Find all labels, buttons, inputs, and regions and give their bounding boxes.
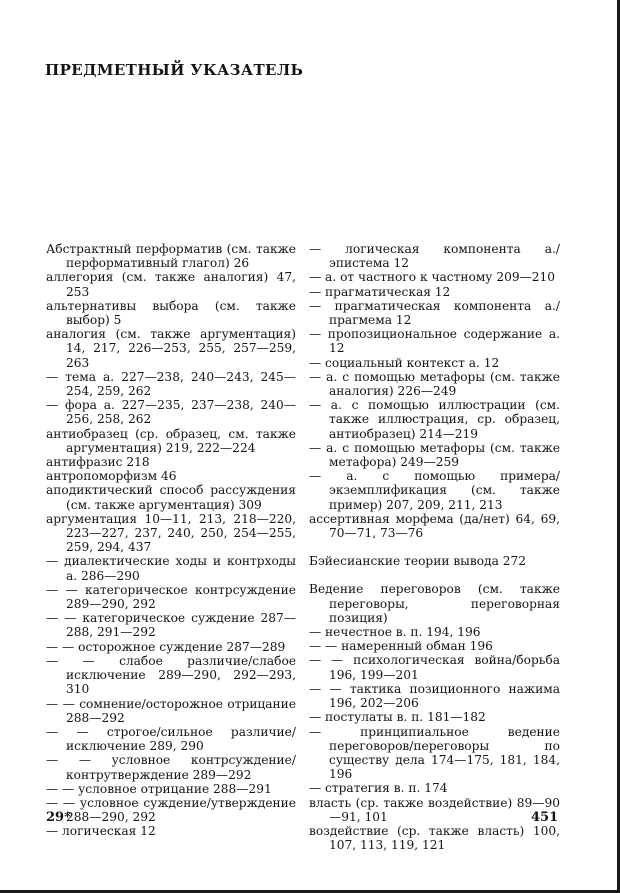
index-entry: — тема а. 227—238, 240—243, 245—254, 259, 262 [46, 369, 296, 399]
index-entry: — логическая компонента а./эпистема 12 [309, 242, 560, 271]
index-entry: Бэйесианские теории вывода 272 [309, 554, 526, 569]
index-entry: альтернативы выбора (см. также выбор) 5 [46, 298, 296, 328]
page-number: 451 [531, 810, 559, 825]
index-entry: — — намеренный обман 196 [309, 639, 493, 654]
index-entry: — — условное контрсуждение/ контрутверждение 289—292 [46, 753, 296, 782]
signature-mark: 29* [46, 810, 71, 825]
index-entry: — логическая 12 [46, 824, 156, 839]
index-entry: — — категорическое контрсуждение 289—290, 292 [46, 582, 296, 612]
index-column-left [46, 242, 296, 839]
index-entry: — а. с помощью иллюстрации (см. также иллюстрация, ср. образец, антиобразец) 214—219 [309, 398, 560, 441]
index-entry: — пропозициональное содержание а. 12 [309, 327, 560, 356]
index-entry: — а. с помощью метафоры (см. также аналогия) 226—249 [309, 369, 560, 399]
index-entry: — постулаты в. п. 181—182 [309, 710, 486, 725]
page-title: ПРЕДМЕТНЫЙ УКАЗАТЕЛЬ [45, 61, 304, 79]
index-entry: антифразис 218 [46, 455, 150, 470]
index-entry: власть (ср. также воздействие) 89—90—91, 101 [309, 795, 560, 824]
index-entry: — — психологическая война/борьба 196, 199—201 [309, 653, 560, 682]
index-entry: — — условное отрицание 288—291 [46, 781, 272, 796]
index-entry: — прагматическая компонента а./ прагмема 12 [309, 298, 560, 328]
index-entry: аргументация 10—11, 213, 218—220, 223—227, 237, 240, 250, 254—255, 259, 294, 437 [46, 511, 296, 555]
index-entry: — — сомнение/осторожное отрицание 288—292 [46, 696, 296, 725]
index-entry: Ведение переговоров (см. также переговоры, переговорная позиция) [309, 582, 560, 625]
index-entry: воздействие (ср. также власть) 100, 107, 113, 119, 121 [309, 823, 560, 853]
index-entry: — — слабое различие/слабое исключение 289—290, 292—293, 310 [46, 653, 296, 697]
index-entry: — — категорическое суждение 287—288, 291—292 [46, 611, 296, 640]
index-entry: аподиктический способ рассуждения (см. также аргументация) 309 [46, 483, 296, 512]
index-entry: — стратегия в. п. 174 [309, 781, 448, 796]
index-entry: Абстрактный перформатив (см. также перформативный глагол) 26 [46, 242, 296, 271]
index-entry: антиобразец (ср. образец, см. также аргументация) 219, 222—224 [46, 426, 296, 455]
index-entry: — а. от частного к частному 209—210 [309, 270, 556, 285]
index-entry: — — строгое/сильное различие/исключение 289, 290 [46, 724, 296, 754]
index-entry: — а. с помощью метафоры (см. также метафора) 249—259 [309, 440, 560, 470]
index-entry: аллегория (см. также аналогия) 47, 253 [46, 270, 296, 299]
index-entry: — а. с помощью примера/экземплификация (см. также пример) 207, 209, 211, 213 [309, 469, 560, 512]
index-entry: — прагматическая 12 [309, 284, 451, 299]
index-entry: — — осторожное суждение 287—289 [46, 639, 286, 654]
index-entry: ассертивная морфема (да/нет) 64, 69, 70—71, 73—76 [309, 511, 560, 541]
index-column-right [309, 242, 560, 852]
index-entry: — социальный контекст а. 12 [309, 355, 500, 370]
index-entry: — — условное суждение/утверждение 288—290, 292 [46, 795, 296, 825]
index-entry: аналогия (см. также аргументация) 14, 217, 226—253, 255, 257—259, 263 [46, 327, 296, 370]
index-entry: — — тактика позиционного нажима 196, 202—206 [309, 681, 560, 711]
index-entry: антропоморфизм 46 [46, 469, 177, 484]
index-entry: — нечестное в. п. 194, 196 [309, 625, 481, 640]
index-entry: — принципиальное ведение переговоров/переговоры по существу дела 174—175, 181, 184, 196 [309, 724, 560, 782]
index-entry: — диалектические ходы и контрходы а. 286—290 [46, 554, 296, 583]
index-entry: — фора а. 227—235, 237—238, 240—256, 258, 262 [46, 398, 296, 427]
